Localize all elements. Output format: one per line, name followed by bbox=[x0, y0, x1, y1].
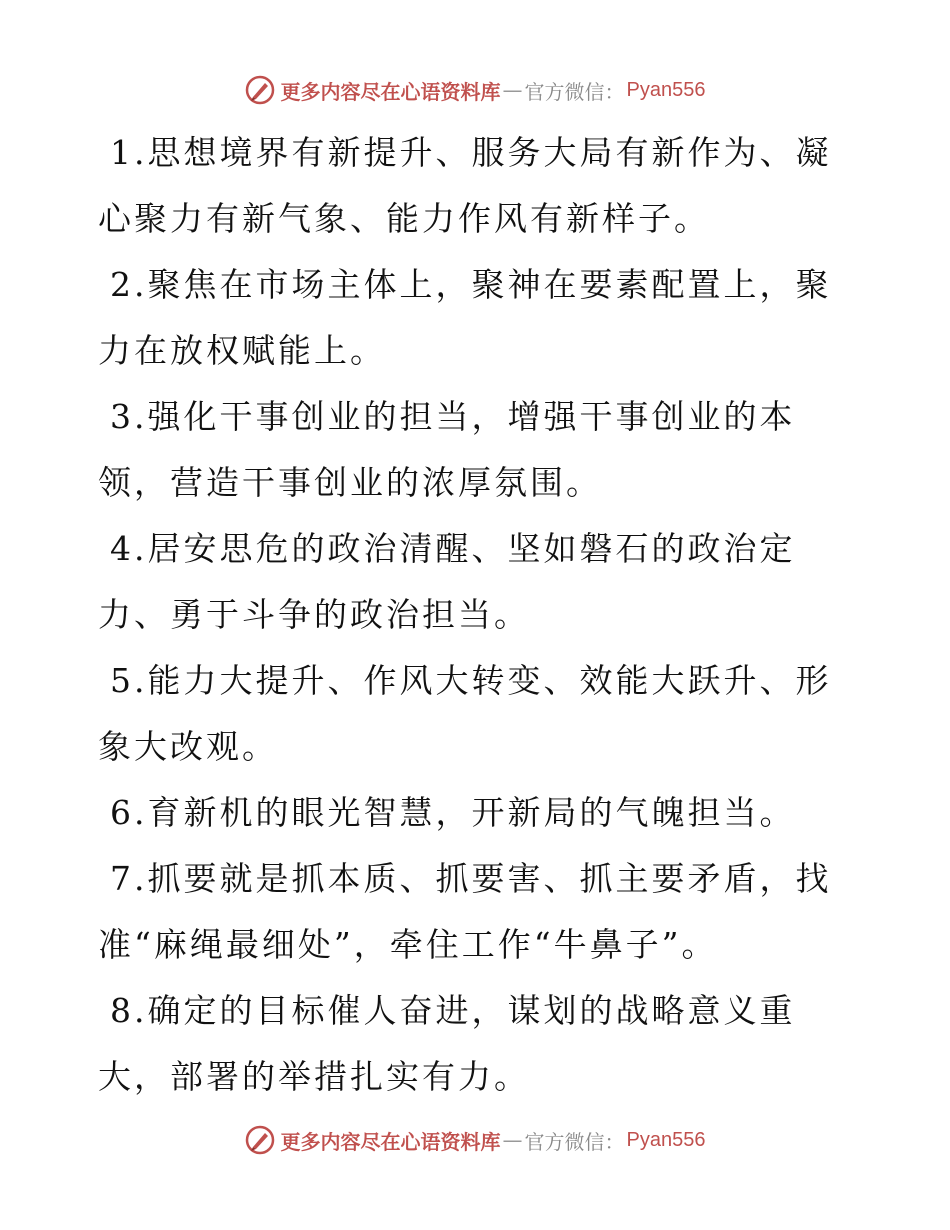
item-number: 8. bbox=[110, 991, 148, 1030]
item-text: 确定的目标催人奋进，谋划的战略意义重大，部署的举措扎实有力。 bbox=[98, 991, 796, 1096]
item-text: 居安思危的政治清醒、坚如磐石的政治定力、勇于斗争的政治担当。 bbox=[98, 529, 796, 634]
item-number: 6. bbox=[110, 793, 148, 832]
header-banner bbox=[0, 70, 950, 110]
banner-dash: — bbox=[502, 78, 523, 102]
banner-wechat-id: Pyan556 bbox=[626, 1128, 706, 1151]
item-text: 抓要就是抓本质、抓要害、抓主要矛盾，找准“麻绳最细处”，牵住工作“牛鼻子”。 bbox=[98, 859, 832, 964]
item-number: 4. bbox=[110, 529, 148, 568]
banner-wechat-id: Pyan556 bbox=[626, 78, 706, 101]
item-number: 3. bbox=[110, 397, 148, 436]
pen-logo-icon bbox=[245, 1125, 275, 1155]
item-number: 5. bbox=[110, 661, 148, 700]
item-number: 2. bbox=[110, 265, 148, 304]
item-text: 育新机的眼光智慧，开新局的气魄担当。 bbox=[147, 793, 796, 832]
pen-logo-icon bbox=[245, 75, 275, 105]
banner-title: 更多内容尽在心语资料库 bbox=[280, 79, 501, 104]
item-text: 思想境界有新提升、服务大局有新作为、凝心聚力有新气象、能力作风有新样子。 bbox=[98, 133, 832, 238]
list-item bbox=[98, 120, 838, 252]
list-item bbox=[98, 252, 838, 384]
item-number: 7. bbox=[110, 859, 148, 898]
list-item bbox=[98, 846, 838, 978]
document-body bbox=[98, 120, 838, 1110]
banner-wechat-label: 官方微信： bbox=[524, 1129, 625, 1154]
item-text: 强化干事创业的担当，增强干事创业的本领，营造干事创业的浓厚氛围。 bbox=[98, 397, 796, 502]
list-item bbox=[98, 516, 838, 648]
list-item bbox=[98, 648, 838, 780]
list-item bbox=[98, 978, 838, 1110]
item-text: 能力大提升、作风大转变、效能大跃升、形象大改观。 bbox=[98, 661, 832, 766]
footer-banner bbox=[0, 1120, 950, 1160]
item-text: 聚焦在市场主体上，聚神在要素配置上，聚力在放权赋能上。 bbox=[98, 265, 832, 370]
list-item bbox=[98, 384, 838, 516]
banner-wechat-label: 官方微信： bbox=[524, 79, 625, 104]
item-number: 1. bbox=[110, 133, 148, 172]
banner-title: 更多内容尽在心语资料库 bbox=[280, 1129, 501, 1154]
banner-dash: — bbox=[502, 1128, 523, 1152]
list-item bbox=[98, 780, 838, 846]
